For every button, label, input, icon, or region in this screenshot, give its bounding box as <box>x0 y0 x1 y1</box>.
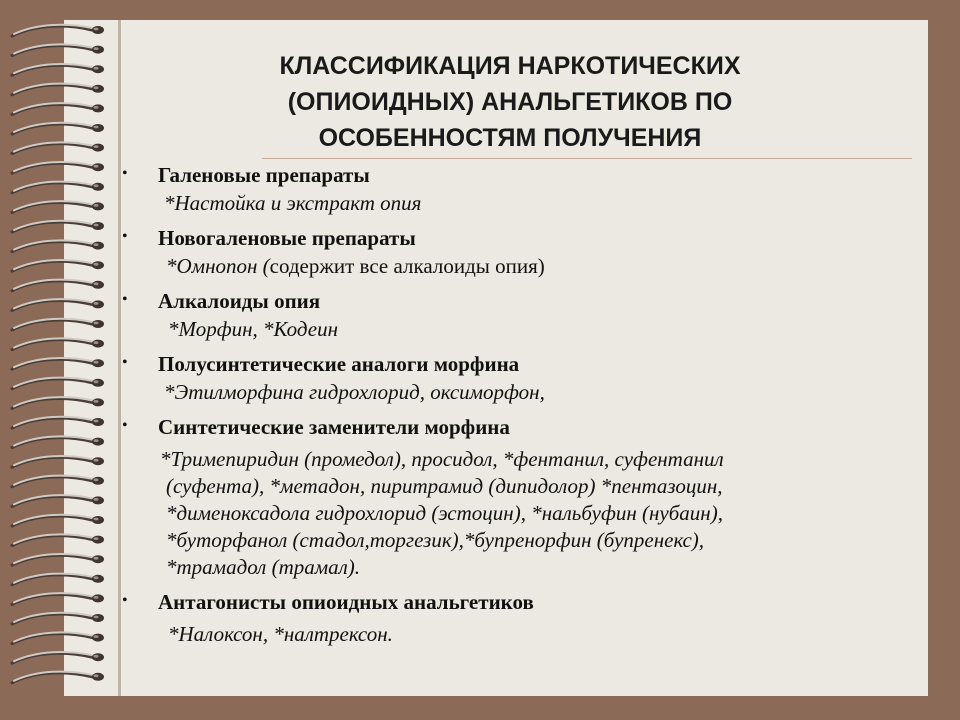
title-line-3: ОСОБЕННОСТЯМ ПОЛУЧЕНИЯ <box>318 124 702 152</box>
spiral-coil <box>12 397 104 408</box>
spiral-coil <box>12 652 104 663</box>
list-item-semisynthetic <box>120 349 910 406</box>
item-detail: *Налоксон, *налтрексон. <box>168 622 393 646</box>
spiral-coil <box>12 221 104 232</box>
list-item-synthetic <box>120 412 910 581</box>
spiral-coil <box>12 64 104 75</box>
detail-line: *Тримепиридин (промедол), просидол, *фентанил, суфентанил <box>160 447 724 471</box>
detail-line: (суфента), *метадон, пиритрамид (дипидолор) *пентазоцин, <box>166 474 723 498</box>
spiral-coil <box>12 162 104 173</box>
spiral-coil <box>12 319 104 330</box>
spiral-coil <box>12 103 104 114</box>
item-detail: *Морфин, *Кодеин <box>168 317 339 341</box>
item-detail: *Настойка и экстракт опия <box>164 191 422 215</box>
spiral-coil <box>12 593 104 604</box>
list-item-antagonists <box>120 587 910 648</box>
spiral-coil <box>12 436 104 447</box>
spiral-coil <box>12 338 104 349</box>
item-heading: • Полусинтетические аналоги морфина <box>120 349 910 379</box>
spiral-coil <box>12 632 104 643</box>
detail-line: *трамадол (трамал). <box>166 555 361 579</box>
detail-italic-part: *Омнопон ( <box>166 254 270 278</box>
classification-list <box>120 160 910 654</box>
spiral-coil <box>12 44 104 55</box>
item-heading: • Антагонисты опиоидных анальгетиков <box>120 587 910 617</box>
spiral-coil <box>12 358 104 369</box>
spiral-coil <box>12 534 104 545</box>
item-detail <box>120 442 910 581</box>
spiral-coil <box>12 378 104 389</box>
detail-line: *буторфанол (стадол,торгезик),*бупренорфин (бупренекс), <box>166 528 705 552</box>
item-heading: • Галеновые препараты <box>120 160 910 190</box>
title-underline <box>262 158 912 159</box>
bullet-icon: • <box>122 228 128 245</box>
item-detail: *Этилморфина гидрохлорид, оксиморфон, <box>164 380 545 404</box>
slide-title <box>190 48 830 156</box>
list-item-opium-alkaloids <box>120 286 910 343</box>
spiral-coil <box>12 201 104 212</box>
spiral-coil <box>12 260 104 271</box>
bullet-icon: • <box>122 291 128 308</box>
spiral-coil <box>12 240 104 251</box>
spiral-coil <box>12 456 104 467</box>
spiral-coil <box>12 476 104 487</box>
item-heading: • Новогаленовые препараты <box>120 223 910 253</box>
item-heading: • Синтетические заменители морфина <box>120 412 910 442</box>
spiral-coil <box>12 280 104 291</box>
item-heading: • Алкалоиды опия <box>120 286 910 316</box>
spiral-coil <box>12 672 104 683</box>
spiral-coil <box>12 182 104 193</box>
spiral-coil <box>12 495 104 506</box>
spiral-coil <box>12 613 104 624</box>
bullet-icon: • <box>122 354 128 371</box>
bullet-icon: • <box>122 417 128 434</box>
title-line-2: (ОПИОИДНЫХ) АНАЛЬГЕТИКОВ ПО <box>287 88 733 116</box>
spiral-coil <box>12 574 104 585</box>
spiral-coil <box>12 515 104 526</box>
spiral-coil <box>12 123 104 134</box>
spiral-coil <box>12 25 104 36</box>
spiral-coil <box>12 417 104 428</box>
spiral-coil <box>12 142 104 153</box>
bullet-icon: • <box>122 165 128 182</box>
detail-normal-part: содержит все алкалоиды опия) <box>269 254 545 278</box>
spiral-coil <box>12 554 104 565</box>
spiral-coil <box>12 299 104 310</box>
item-detail <box>120 253 910 280</box>
list-item-galenic <box>120 160 910 217</box>
spiral-binding <box>6 16 116 700</box>
title-line-1: КЛАССИФИКАЦИЯ НАРКОТИЧЕСКИХ <box>279 52 741 80</box>
bullet-icon: • <box>122 592 128 609</box>
spiral-coil <box>12 84 104 95</box>
list-item-neogalenic <box>120 223 910 280</box>
detail-line: *дименоксадола гидрохлорид (эстоцин), *нальбуфин (нубаин), <box>166 501 723 525</box>
